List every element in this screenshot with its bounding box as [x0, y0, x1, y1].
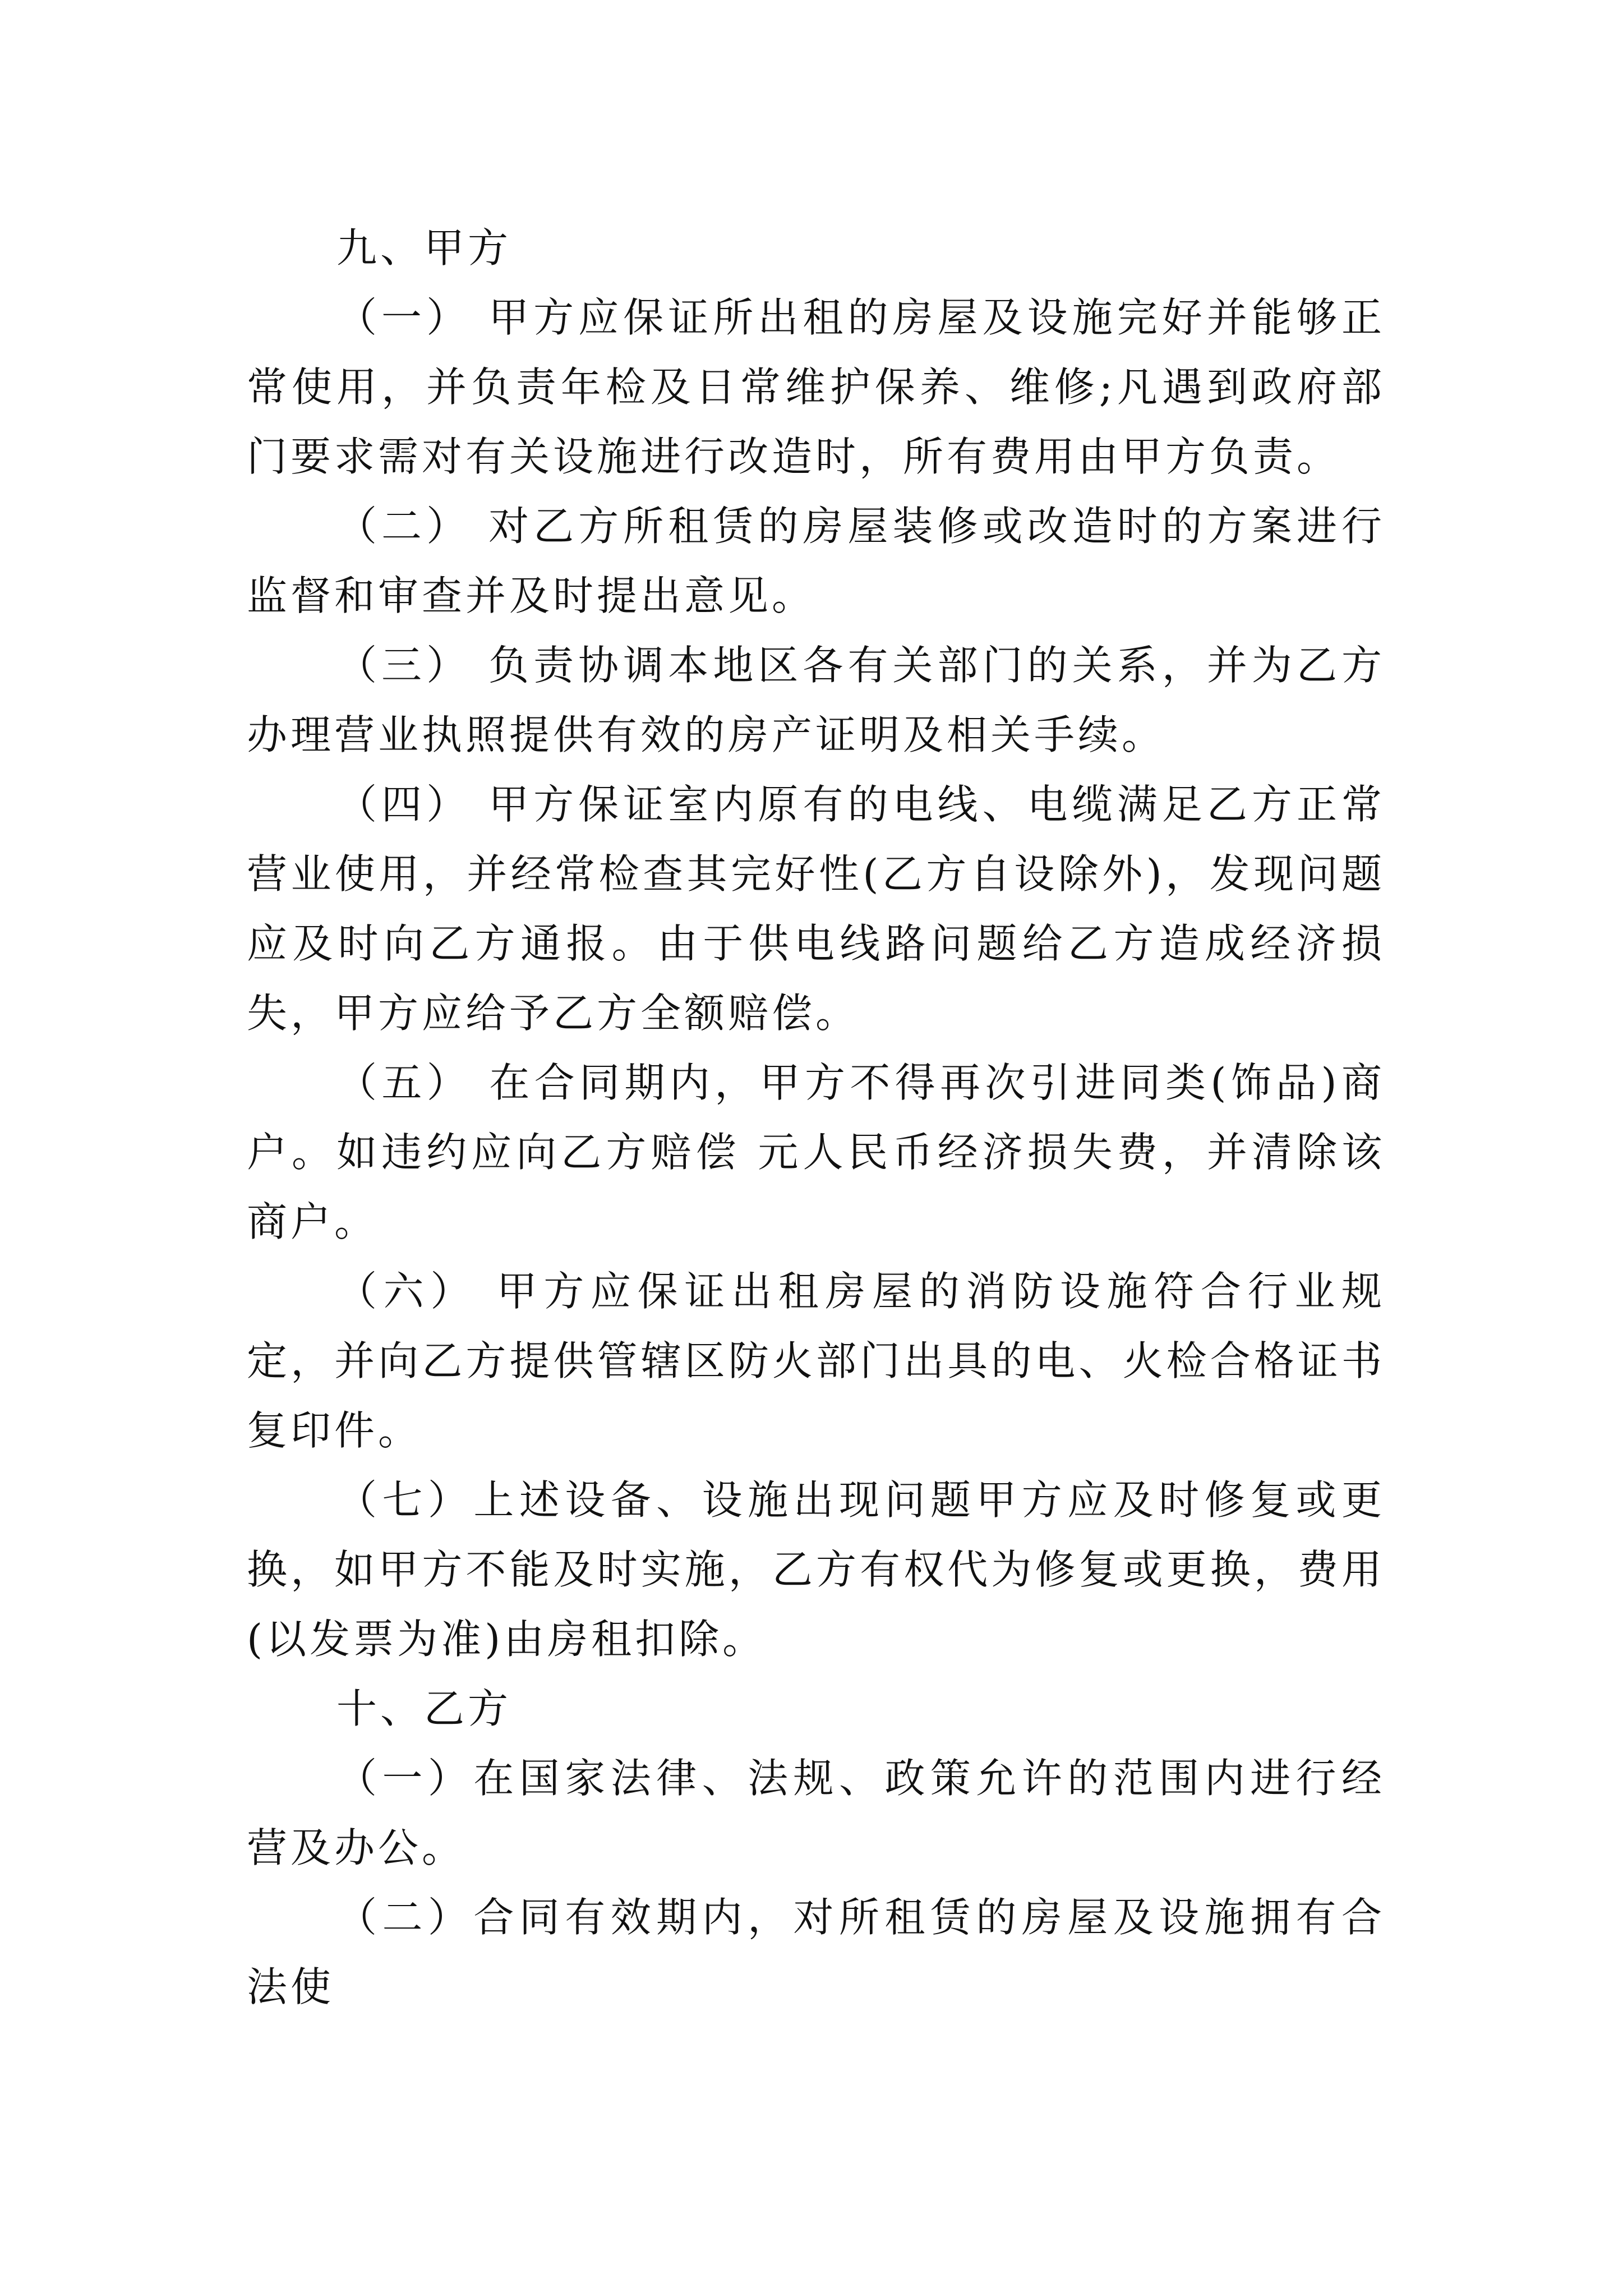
clause-a-2: （二） 对乙方所租赁的房屋装修或改造时的方案进行监督和审查并及时提出意见。	[247, 503, 1385, 619]
clause-a-5: （五） 在合同期内，甲方不得再次引进同类(饰品)商户。如违约应向乙方赔偿 元人民币经济损失费，并清除该商户。	[247, 1059, 1385, 1245]
section-heading-party-b: 十、乙方	[336, 1685, 512, 1732]
clause-b-2: （二）合同有效期内，对所租赁的房屋及设施拥有合法使	[247, 1894, 1385, 2010]
clause-b-1: （一）在国家法律、法规、政策允许的范围内进行经营及办公。	[247, 1755, 1385, 1871]
clause-a-4: （四） 甲方保证室内原有的电线、电缆满足乙方正常营业使用，并经常检查其完好性(乙方自设除外)，发现问题应及时向乙方通报。由于供电线路问题给乙方造成经济损失，甲方应给予乙方全额赔偿。	[247, 781, 1385, 1037]
section-heading-party-a: 九、甲方	[336, 224, 512, 272]
clause-a-1: （一） 甲方应保证所出租的房屋及设施完好并能够正常使用，并负责年检及日常维护保养、维修;凡遇到政府部门要求需对有关设施进行改造时，所有费用由甲方负责。	[247, 294, 1385, 480]
clause-a-3: （三） 负责协调本地区各有关部门的关系，并为乙方办理营业执照提供有效的房产证明及相关手续。	[247, 642, 1385, 758]
clause-a-7: （七）上述设备、设施出现问题甲方应及时修复或更换，如甲方不能及时实施，乙方有权代为修复或更换，费用(以发票为准)由房租扣除。	[247, 1476, 1385, 1663]
clause-a-6: （六） 甲方应保证出租房屋的消防设施符合行业规定，并向乙方提供管辖区防火部门出具的电、火检合格证书复印件。	[247, 1268, 1385, 1454]
document-body	[247, 213, 1385, 2022]
